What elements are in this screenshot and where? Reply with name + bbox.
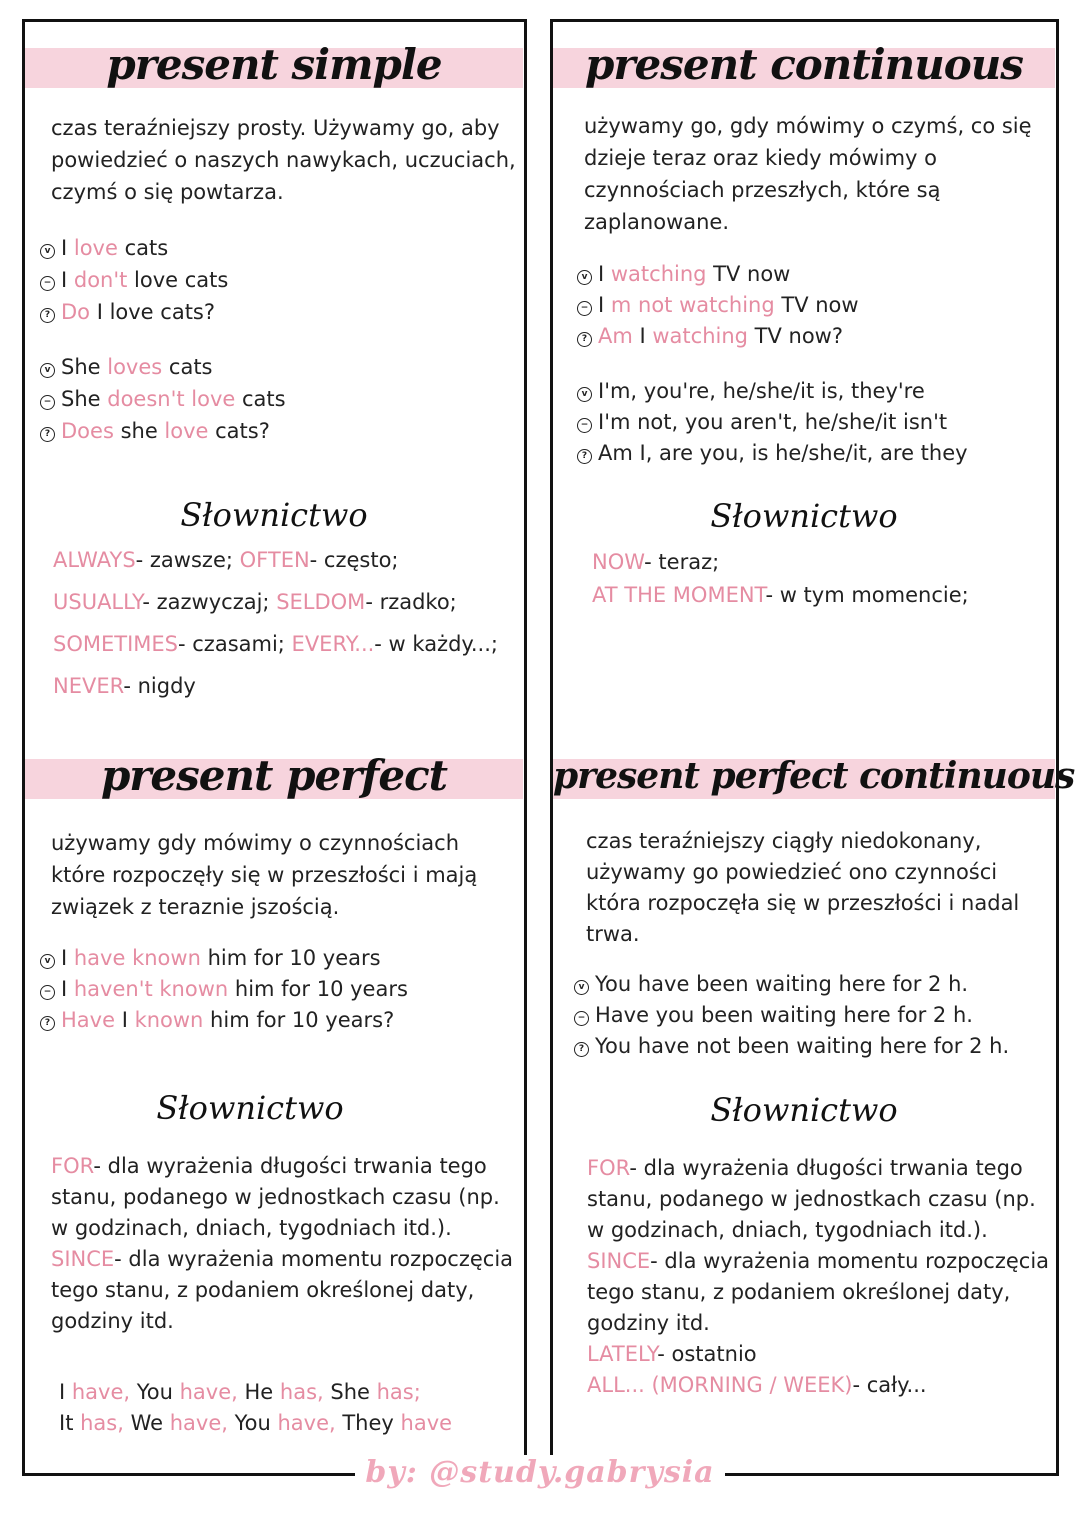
question-icon: ? — [40, 1016, 55, 1031]
present-simple-description: czas teraźniejszy prosty. Używamy go, aby powiedzieć o naszych nawykach, uczuciach, czymś o się powtarza. — [51, 116, 516, 204]
present-continuous-vocab: NOW- teraz; AT THE MOMENT- w tym momencie; — [592, 550, 969, 607]
minus-icon: − — [574, 1011, 589, 1026]
present-perfect-vocab-title: Słownictwo — [156, 1089, 344, 1127]
title-present-simple: present simple — [106, 40, 442, 89]
present-simple-vocab: ALWAYS- zawsze; OFTEN- często; USUALLY- zazwyczaj; SELDOM- rzadko; SOMETIMES- czasami; EVERY...- w każdy...; NEVER- nigdy — [53, 548, 498, 698]
question-icon: ? — [40, 308, 55, 323]
present-simple-examples-1: v I love cats − I don't love cats ? Do I love cats? — [40, 232, 228, 328]
minus-icon: − — [40, 276, 55, 291]
present-perfect-description: używamy gdy mówimy o czynnościach które rozpoczęły się w przeszłości i mają związek z teraznie jszością. — [51, 831, 478, 919]
plus-icon: v — [40, 954, 55, 969]
present-perfect-continuous-description: czas teraźniejszy ciągły niedokonany, używamy go powiedzieć ono czynności która rozpoczęła się w przeszłości i nadal trwa. — [586, 829, 1020, 946]
present-perfect-continuous-examples: v You have been waiting here for 2 h. − Have you been waiting here for 2 h. ? You have not been waiting here for 2 h. — [574, 969, 1009, 1062]
question-icon: ? — [577, 332, 592, 347]
present-perfect-continuous-vocab: FOR- dla wyrażenia długości trwania tego stanu, podanego w jednostkach czasu (np. w godzinach, dniach, tygodniach itd.). SINCE- dla wyrażenia momentu rozpoczęcia tego stanu, z podaniem określonej daty, godziny itd. LATELY- ostatnio ALL... (MORNING / WEEK)- cały... — [587, 1156, 1050, 1397]
present-perfect-examples: v I have known him for 10 years − I haven't known him for 10 years ? Have I known him for 10 years? — [40, 943, 408, 1036]
question-icon: ? — [577, 449, 592, 464]
minus-icon: − — [40, 395, 55, 410]
question-icon: ? — [574, 1042, 589, 1057]
question-icon: ? — [40, 427, 55, 442]
present-simple-examples-2: v She loves cats − She doesn't love cats ? Does she love cats? — [40, 351, 286, 447]
plus-icon: v — [40, 363, 55, 378]
title-present-perfect: present perfect — [100, 751, 448, 800]
present-continuous-examples-1: v I watching TV now − I m not watching TV now ? Am I watching TV now? — [577, 259, 859, 352]
present-perfect-conjugation: I have, You have, He has, She has; It has, We have, You have, They have — [59, 1380, 453, 1435]
minus-icon: − — [577, 301, 592, 316]
title-present-perfect-continuous: present perfect continuous — [553, 755, 1075, 797]
present-continuous-vocab-title: Słownictwo — [710, 497, 898, 535]
plus-icon: v — [577, 387, 592, 402]
present-continuous-examples-2: v I'm, you're, he/she/it is, they're − I'm not, you aren't, he/she/it isn't ? Am I, are you, is he/she/it, are they — [577, 376, 968, 469]
present-continuous-description: używamy go, gdy mówimy o czymś, co się dzieje teraz oraz kiedy mówimy o czynnościach przeszłych, które są zaplanowane. — [584, 114, 1032, 234]
plus-icon: v — [574, 980, 589, 995]
present-perfect-continuous-vocab-title: Słownictwo — [710, 1091, 898, 1129]
author-signature: by: @study.gabrysia — [0, 1455, 1080, 1490]
present-simple-vocab-title: Słownictwo — [180, 496, 368, 534]
present-perfect-vocab: FOR- dla wyrażenia długości trwania tego stanu, podanego w jednostkach czasu (np. w godzinach, dniach, tygodniach itd.). SINCE- dla wyrażenia momentu rozpoczęcia tego stanu, z podaniem określonej daty, godziny itd. — [51, 1154, 514, 1333]
title-present-continuous: present continuous — [585, 40, 1023, 89]
minus-icon: − — [40, 985, 55, 1000]
plus-icon: v — [577, 270, 592, 285]
minus-icon: − — [577, 418, 592, 433]
plus-icon: v — [40, 244, 55, 259]
